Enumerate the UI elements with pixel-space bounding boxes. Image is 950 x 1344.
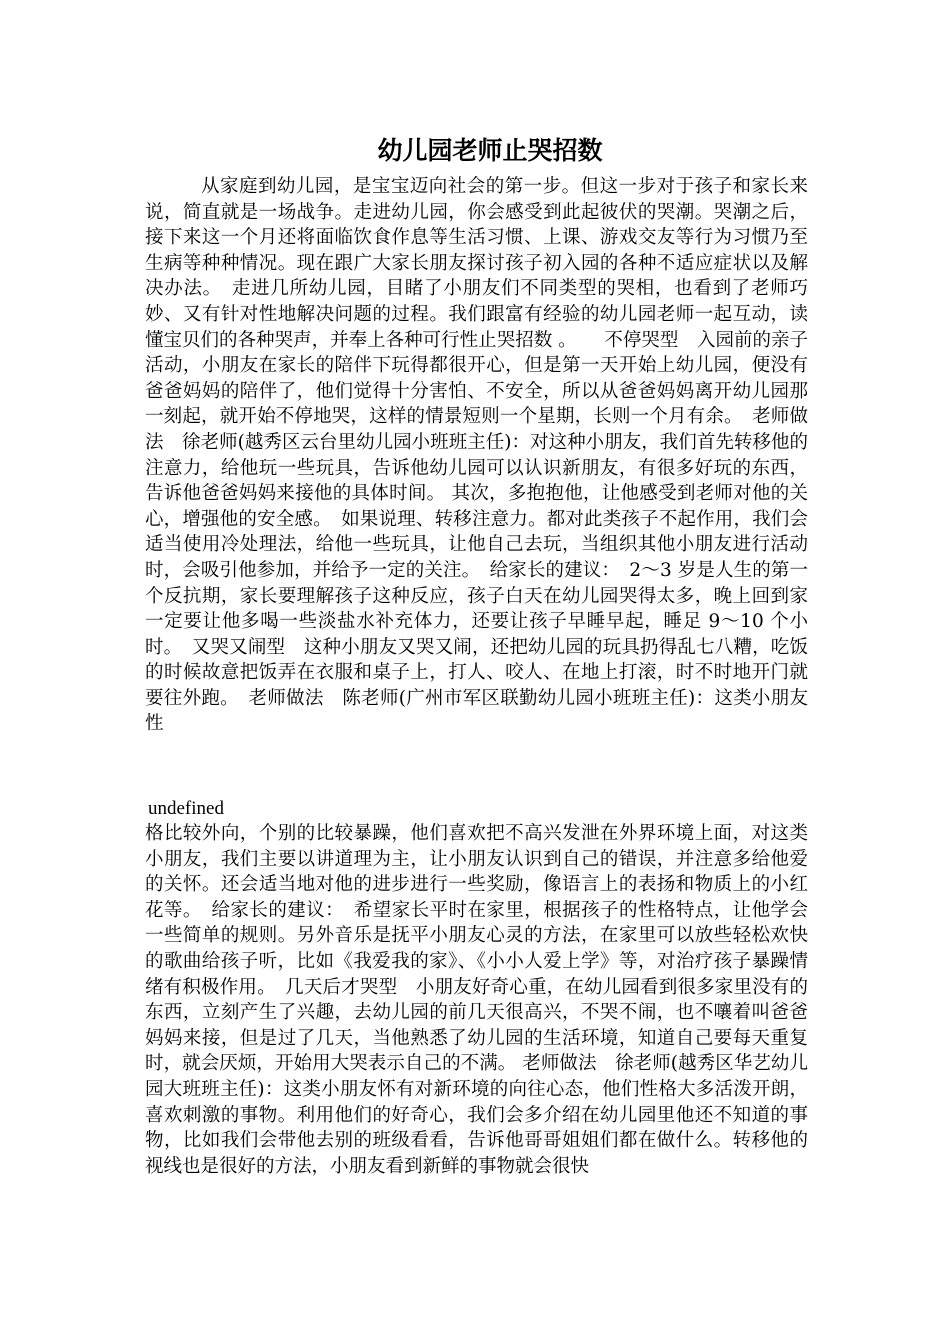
body-paragraph-1: 从家庭到幼儿园，是宝宝迈向社会的第一步。但这一步对于孩子和家长来说，简直就是一场战争。走进幼儿园，你会感受到此起彼伏的哭潮。哭潮之后，接下来这一个月还将面临饮食作息等生活习惯、上课、游戏交友等行为习惯乃至生病等种种情况。现在跟广大家长朋友探讨孩子初入园的各种不适应症状以及解决办法。 走进几所幼儿园，目睹了小朋友们不同类型的哭相，也看到了老师巧妙、又有针对性地解决问题的过程。我们跟富有经验的幼儿园老师一起互动，读懂宝贝们的各种哭声，并奉上各种可行性止哭招数 。 不停哭型 入园前的亲子活动，小朋友在家长的陪伴下玩得都很开心，但是第一天开始上幼儿园，便没有爸爸妈妈的陪伴了，他们觉得十分害怕、不安全，所以从爸爸妈妈离开幼儿园那一刻起，就开始不停地哭，这样的情景短则一个星期，长则一个月有余。 老师做法 徐老师(越秀区云台里幼儿园小班班主任)：对这种小朋友，我们首先转移他的注意力，给他玩一些玩具，告诉他幼儿园可以认识新朋友，有很多好玩的东西，告诉他爸爸妈妈来接他的具体时间。 其次，多抱抱他，让他感受到老师对他的关心，增强他的安全感。 如果说理、转移注意力。都对此类孩子不起作用，我们会适当使用冷处理法，给他一些玩具，让他自己去玩，当组织其他小朋友进行活动时，会吸引他参加，并给予一定的关注。 给家长的建议： 2～3 岁是人生的第一个反抗期，家长要理解孩子这种反应，孩子白天在幼儿园哭得太多，晚上回到家一定要让他多喝一些淡盐水补充体力，还要让孩子早睡早起，睡足 9～10 个小时。 又哭又闹型 这种小朋友又哭又闹，还把幼儿园的玩具扔得乱七八糟，吃饭的时候故意把饭弄在衣服和桌子上，打人、咬人、在地上打滚，时不时地开门就要往外跑。 老师做法 陈老师(广州市军区联勤幼儿园小班班主任)：这类小朋友性 (145, 176, 808, 735)
body-paragraph-2: 格比较外向，个别的比较暴躁，他们喜欢把不高兴发泄在外界环境上面，对这类小朋友，我们主要以讲道理为主，让小朋友认识到自己的错误，并注意多给他爱的关怀。还会适当地对他的进步进行一些奖励，像语言上的表扬和物质上的小红花等。 给家长的建议： 希望家长平时在家里，根据孩子的性格特点，让他学会一些简单的规则。另外音乐是抚平小朋友心灵的方法，在家里可以放些轻松欢快的歌曲给孩子听，比如《我爱我的家》、《小小人爱上学》等，对治疗孩子暴躁情绪有积极作用。 几天后才哭型 小朋友好奇心重，在幼儿园看到很多家里没有的东西，立刻产生了兴趣，去幼儿园的前几天很高兴，不哭不闹，也不嚷着叫爸爸妈妈来接，但是过了几天，当他熟悉了幼儿园的生活环境，知道自己要每天重复时，就会厌烦，开始用大哭表示自己的不满。 老师做法 徐老师(越秀区华艺幼儿园大班班主任)：这类小朋友怀有对新环境的向往心态，他们性格大多活泼开朗，喜欢刺激的事物。利用他们的好奇心，我们会多介绍在幼儿园里他还不知道的事物，比如我们会带他去别的班级看看，告诉他哥哥姐姐们都在做什么。转移他的视线也是很好的方法，小朋友看到新鲜的事物就会很快 (145, 823, 808, 1177)
page-break-label: undefined (148, 798, 224, 819)
document-title: 幼儿园老师止哭招数 (377, 136, 603, 165)
